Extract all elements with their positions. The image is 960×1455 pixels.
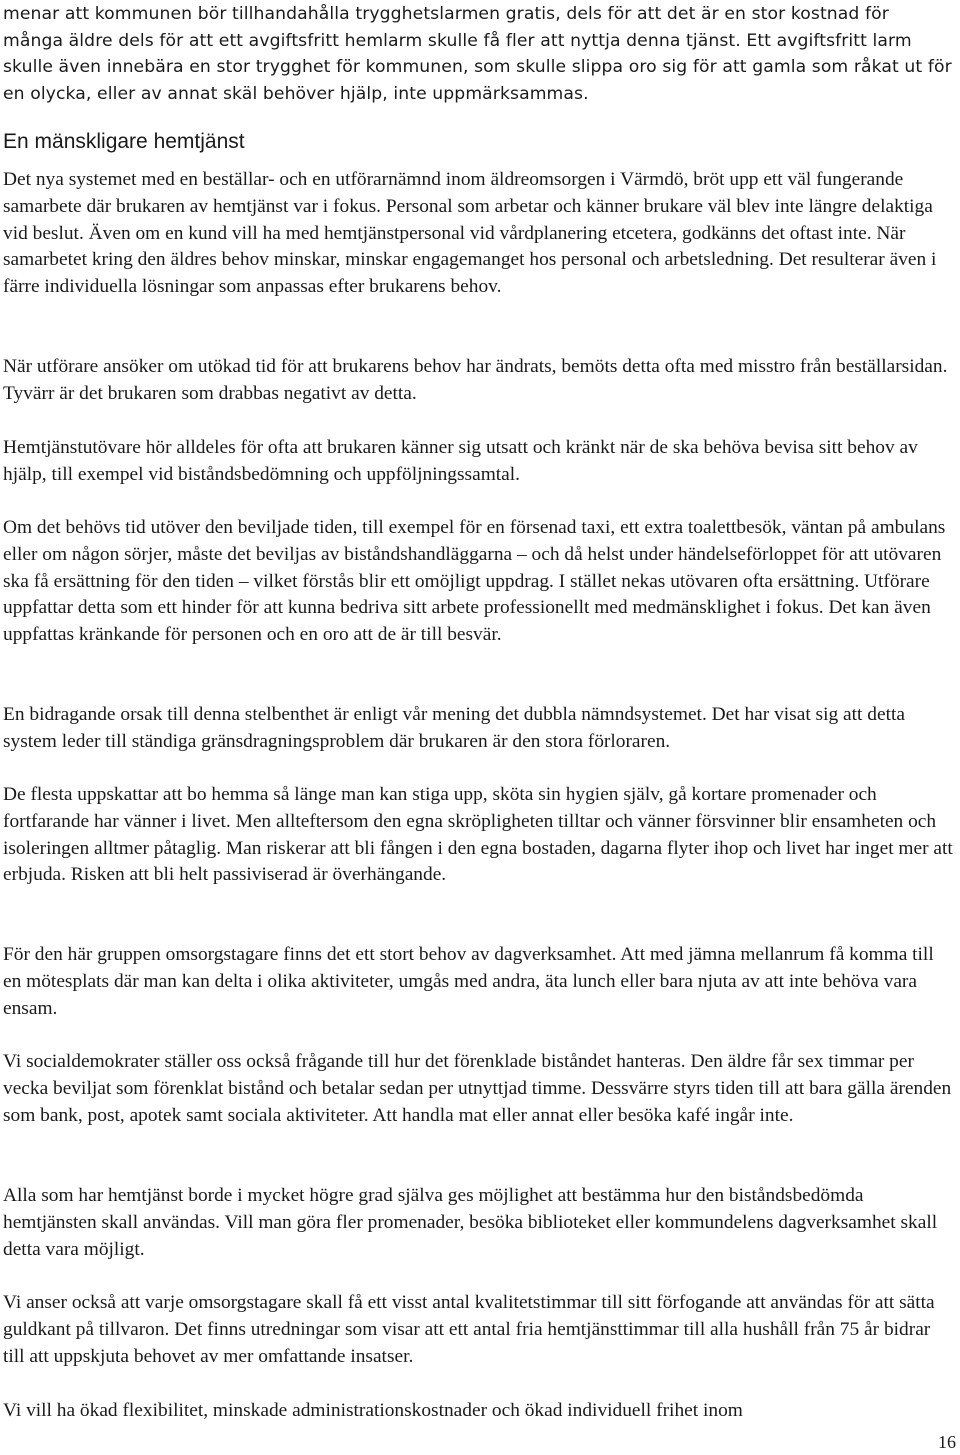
- body-paragraph: Vi socialdemokrater ställer oss också frågande till hur det förenklade biståndet hanteras. Den äldre får sex timmar per vecka beviljat som förenklat bistånd och betalar sedan per utnyttjad timme. Dessvärre styrs tiden till att bara gälla ärenden som bank, post, apotek samt sociala aktiviteter. Att handla mat eller annat eller besöka kafé ingår inte.: [3, 1051, 952, 1126]
- body-paragraph: Vi vill ha ökad flexibilitet, minskade administrationskostnader och ökad individuell frihet inom: [3, 1400, 743, 1421]
- intro-paragraph: menar att kommunen bör tillhandahålla trygghetslarmen gratis, dels för att det är en stor kostnad för många äldre dels för att ett avgiftsfritt hemlarm skulle få fler att nyttja denna tjänst. Ett avgiftsfritt larm skulle även innebära en stor trygghet för kommunen, som skulle slippa oro sig för att gamla som råkat ut för en olycka, eller av annat skäl behöver hjälp, inte uppmärksammas.: [3, 4, 952, 104]
- body-paragraph: Hemtjänstutövare hör alldeles för ofta att brukaren känner sig utsatt och kränkt när de ska behöva bevisa sitt behov av hjälp, till exempel vid biståndsbedömning och uppföljningssamtal.: [3, 437, 918, 485]
- body-paragraph: En bidragande orsak till denna stelbenthet är enligt vår mening det dubbla nämndsystemet. Det har visat sig att detta system leder till ständiga gränsdragningsproblem där brukaren är den stora förloraren.: [3, 704, 905, 752]
- body-paragraph: För den här gruppen omsorgstagare finns det ett stort behov av dagverksamhet. Att med jämna mellanrum få komma till en mötesplats där man kan delta i olika aktiviteter, umgås med andra, äta lunch eller bara njuta av att inte behöva vara ensam.: [3, 944, 934, 1019]
- body-paragraph: Vi anser också att varje omsorgstagare skall få ett visst antal kvalitetstimmar till sitt förfogande att användas för att sätta guldkant på tillvaron. Det finns utredningar som visar att ett antal fria hemtjänsttimmar till alla hushåll från 75 år bidrar till att uppskjuta behovet av mer omfattande insatser.: [3, 1292, 935, 1367]
- section-heading: En mänskligare hemtjänst: [3, 130, 245, 153]
- body-paragraph: Om det behövs tid utöver den beviljade tiden, till exempel för en försenad taxi, ett extra toalettbesök, väntan på ambulans eller om någon sörjer, måste det beviljas av biståndshandläggarna – och då helst under händelseförloppet för att utövaren ska få ersättning för den tiden – vilket förstås blir ett omöjligt uppdrag. I stället nekas utövaren ofta ersättning. Utförare uppfattar detta som ett hinder för att kunna bedriva sitt arbete professionellt med medmänsklighet i fokus. Det kan även uppfattas kränkande för personen och en oro att de är till besvär.: [3, 517, 946, 646]
- body-paragraph: Alla som har hemtjänst borde i mycket högre grad själva ges möjlighet att bestämma hur den biståndsbedömda hemtjänsten skall användas. Vill man göra fler promenader, besöka biblioteket eller kommundelens dagverksamhet skall detta vara möjligt.: [3, 1185, 938, 1260]
- body-paragraph: När utförare ansöker om utökad tid för att brukarens behov har ändrats, bemöts detta ofta med misstro från beställarsidan. Tyvärr är det brukaren som drabbas negativt av detta.: [3, 356, 948, 404]
- page-number: 16: [938, 1432, 956, 1452]
- body-paragraph: Det nya systemet med en beställar- och en utförarnämnd inom äldreomsorgen i Värmdö, bröt upp ett väl fungerande samarbete där brukaren av hemtjänst var i fokus. Personal som arbetar och känner brukare väl blev inte längre delaktiga vid beslut. Även om en kund vill ha med hemtjänstpersonal vid vårdplanering etcetera, godkänns det oftast inte. När samarbetet kring den äldres behov minskar, minskar engagemanget hos personal och arbetsledning. Det resulterar även i färre individuella lösningar som anpassas efter brukarens behov.: [3, 169, 937, 298]
- body-paragraph: De flesta uppskattar att bo hemma så länge man kan stiga upp, sköta sin hygien själv, gå kortare promenader och fortfarande har vänner i livet. Men allteftersom den egna skröpligheten tilltar och vänner försvinner blir ensamheten och isoleringen alltmer påtaglig. Man riskerar att bli fången i den egna bostaden, dagarna flyter ihop och livet har inget mer att erbjuda. Risken att bli helt passiviserad är överhängande.: [3, 784, 953, 886]
